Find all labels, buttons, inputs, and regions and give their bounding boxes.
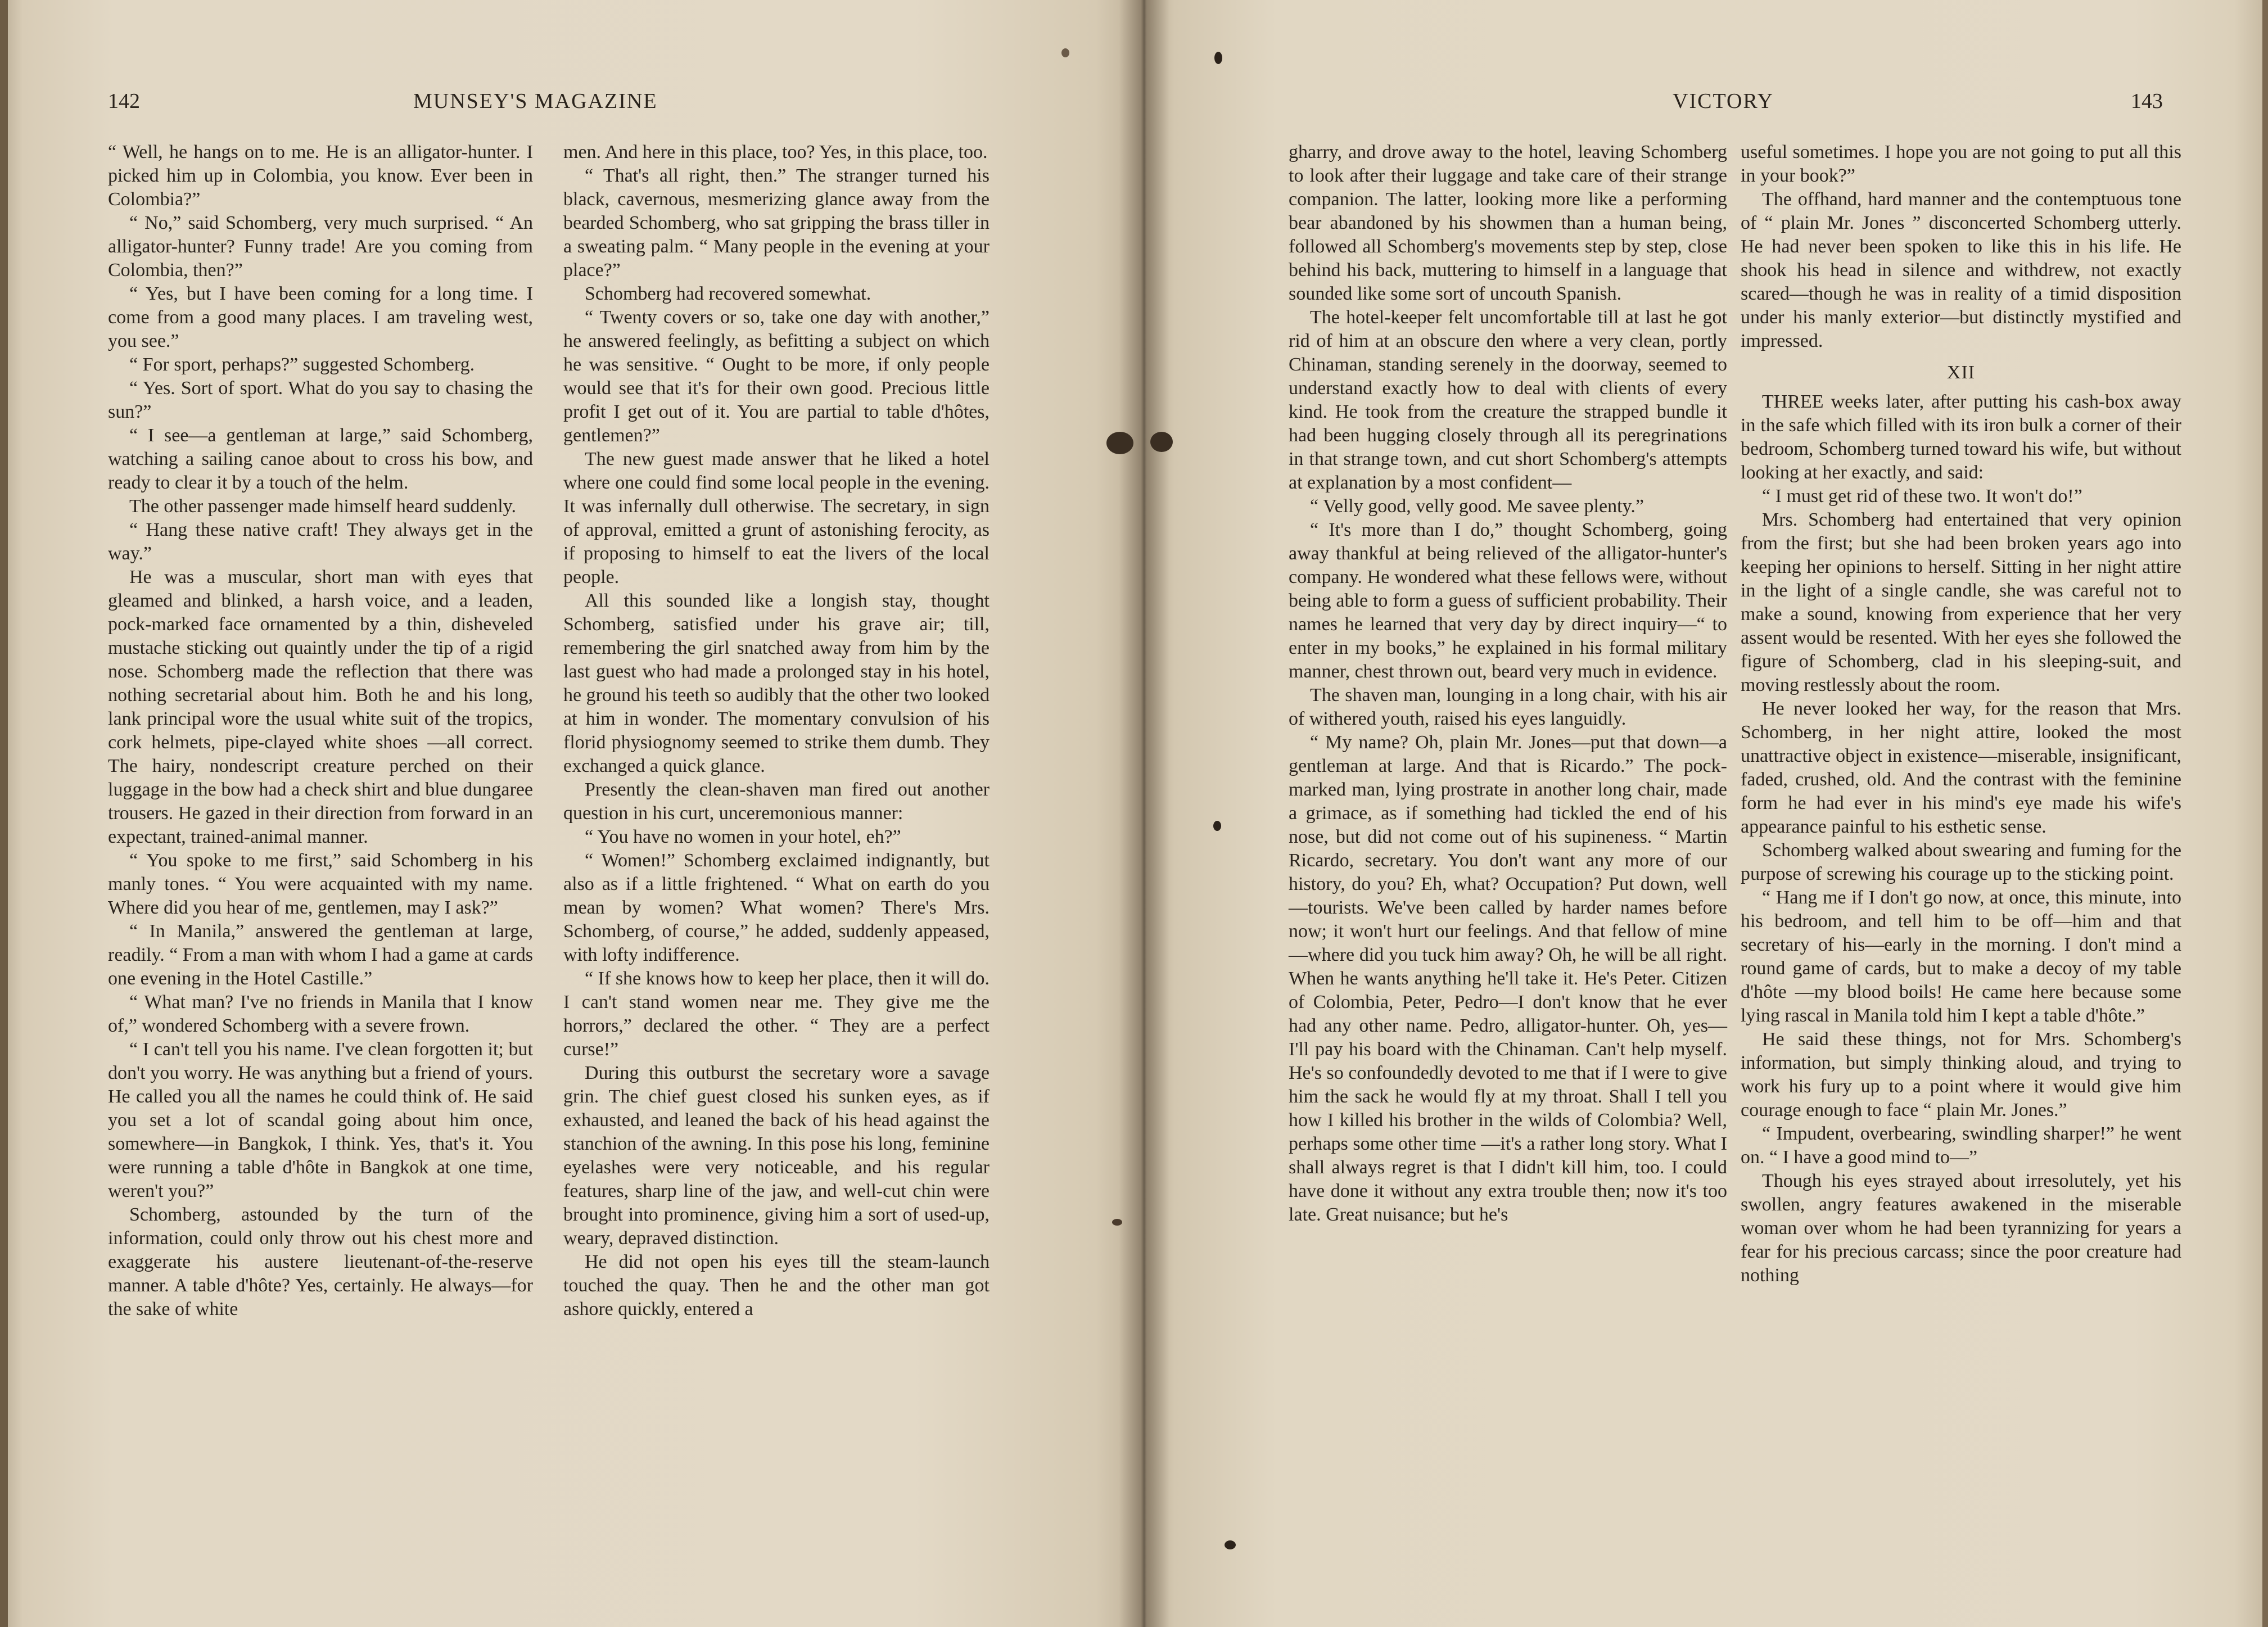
page-edge: [0, 0, 8, 1627]
chapter-heading: XII: [1946, 362, 1976, 383]
paragraph: He never looked her way, for the reason that Mrs. Schomberg, in her night attire, looked the most unattractive object in existence—miserable, insignificant, faded, crushed, old. And the contrast with the feminine form he had ever in his mind's eye made his wife's appearance painful to his esthetic sense.: [1741, 698, 2181, 837]
page-number-right: 143: [2131, 89, 2163, 113]
paragraph: He was a muscular, short man with eyes that gleamed and blinked, a harsh voice, and a leaden, pock-marked face ornamented by a thin, disheveled mustache sticking out quaintly under the tip of a rigid nose. Schomberg made the reflection that there was nothing secretarial about him. Both he and his long, lank principal wore the usual white suit of the tropics, cork helmets, pipe-clayed white shoes —all correct. The hairy, nondescript creature perched on their luggage in the bow had a check shirt and blue dungaree trousers. He gazed in their direction from forward in an expectant, trained-animal manner.: [108, 567, 533, 847]
paragraph: “ Hang these native craft! They always get in the way.”: [108, 519, 533, 564]
paragraph: “ Women!” Schomberg exclaimed indignantly, but also as if a little frightened. “ What on earth do you mean by women? What women? There's Mrs. Schomberg, of course,” he added, suddenly appeased, with lofty indifference.: [563, 850, 990, 965]
running-head-left: MUNSEY'S MAGAZINE: [413, 89, 658, 113]
paragraph: “ For sport, perhaps?” suggested Schomberg.: [129, 354, 475, 375]
paragraph: “ You have no women in your hotel, eh?”: [585, 826, 901, 847]
speck: [1214, 52, 1222, 64]
paragraph: “ In Manila,” answered the gentleman at large, readily. “ From a man with whom I had a game at cards one evening in the Hotel Castille.”: [108, 921, 533, 989]
speck: [1225, 1540, 1236, 1549]
binding-gutter: [1119, 0, 1169, 1627]
paragraph: “ Well, he hangs on to me. He is an alligator-hunter. I picked him up in Colombia, you know. Ever been in Colombia?”: [108, 142, 533, 210]
left-page-column-1: [108, 141, 533, 1321]
paragraph: Mrs. Schomberg had entertained that very opinion from the first; but she had been broken years ago into keeping her opinions to herself. Sitting in her night attire in the light of a single candle, she was careful not to make a sound, knowing from experience that her very assent would be resented. With her eyes she followed the figure of Schomberg, clad in his sleeping-suit, and moving restlessly about the room.: [1741, 509, 2181, 695]
paragraph: “ That's all right, then.” The stranger turned his black, cavernous, mesmerizing glance away from the bearded Schomberg, who sat gripping the brass tiller in a sweating palm. “ Many people in the evening at your place?”: [563, 165, 990, 281]
right-page-column-2: [1741, 141, 2181, 1287]
paragraph: All this sounded like a longish stay, thought Schomberg, satisfied under his grave air; till, remembering the girl snatched away from him by the last guest who had made a prolonged stay in his hotel, he ground his teeth so audibly that the other two looked at him in wonder. The momentary convulsion of his florid physiognomy seemed to strike them dumb. They exchanged a quick glance.: [563, 590, 990, 776]
paragraph: “ What man? I've no friends in Manila that I know of,” wondered Schomberg with a severe frown.: [108, 992, 533, 1036]
paragraph: gharry, and drove away to the hotel, leaving Schomberg to look after their luggage and take care of their strange companion. The latter, looking more like a performing bear abandoned by his showmen than a human being, followed all Schomberg's movements step by step, close behind his back, muttering to himself in a language that sounded like some sort of uncouth Spanish.: [1289, 142, 1727, 304]
paragraph: “ Yes. Sort of sport. What do you say to chasing the sun?”: [108, 378, 533, 422]
paragraph: Though his eyes strayed about irresolutely, yet his swollen, angry features awakened in the miserable woman over whom he had been tyrannizing for years a fear for his precious carcass; since the poor creature had nothing: [1741, 1170, 2181, 1286]
paragraph: men. And here in this place, too? Yes, in this place, too.: [563, 142, 988, 162]
paragraph: “ I see—a gentleman at large,” said Schomberg, watching a sailing canoe about to cross his bow, and ready to clear it by a touch of the helm.: [108, 425, 533, 493]
binding-hole: [1106, 432, 1133, 454]
paragraph: “ Yes, but I have been coming for a long time. I come from a good many places. I am traveling west, you see.”: [108, 283, 533, 351]
right-page-column-1: [1289, 141, 1727, 1227]
paragraph: useful sometimes. I hope you are not going to put all this in your book?”: [1741, 142, 2181, 186]
paragraph: “ Impudent, overbearing, swindling sharper!” he went on. “ I have a good mind to—”: [1741, 1123, 2181, 1168]
speck: [1061, 48, 1069, 57]
paragraph: “ Twenty covers or so, take one day with another,” he answered feelingly, as befitting a subject on which he was sensitive. “ Ought to be more, if only people would see that it's for their own good. Precious little profit I get out of it. You are partial to table d'hôtes, gentlemen?”: [563, 307, 990, 446]
paragraph: He did not open his eyes till the steam-launch touched the quay. Then he and the other man got ashore quickly, entered a: [563, 1251, 990, 1319]
paragraph: “ I must get rid of these two. It won't do!”: [1762, 486, 2082, 507]
binding-hole: [1150, 432, 1173, 452]
paragraph: Schomberg, astounded by the turn of the information, could only throw out his chest more and exaggerate his austere lieutenant-of-the-reserve manner. A table d'hôte? Yes, certainly. He always—for the sake of white: [108, 1204, 533, 1319]
paragraph: He said these things, not for Mrs. Schomberg's information, but simply thinking aloud, and trying to work his fury up to a point where it would give him courage enough to face “ plain Mr. Jones.”: [1741, 1029, 2181, 1120]
speck: [1112, 1219, 1122, 1226]
paragraph: Schomberg had recovered somewhat.: [585, 283, 871, 304]
paragraph: The offhand, hard manner and the contemptuous tone of “ plain Mr. Jones ” disconcerted Schomberg utterly. He had never been spoken to like this in his life. He shook his head in silence and withdrew, not exactly scared—though he was in reality of a timid disposition under his manly exterior—but distinctly mystified and impressed.: [1741, 189, 2181, 351]
speck: [1213, 821, 1221, 831]
paragraph: During this outburst the secretary wore a savage grin. The chief guest closed his sunken eyes, as if exhausted, and leaned the back of his head against the stanchion of the awning. In this pose his long, feminine eyelashes were very noticeable, and his regular features, sharp line of the jaw, and well-cut chin were brought into prominence, giving him a sort of used-up, weary, depraved distinction.: [563, 1063, 990, 1249]
paragraph: “ It's more than I do,” thought Schomberg, going away thankful at being relieved of the alligator-hunter's company. He wondered what these fellows were, without being able to form a guess of sufficient probability. Their names he learned that very day by direct inquiry—“ to enter in my books,” he explained in his formal military manner, chest thrown out, beard very much in evidence.: [1289, 519, 1727, 682]
page-number-left: 142: [108, 89, 140, 113]
paragraph: The shaven man, lounging in a long chair, with his air of withered youth, raised his eyes languidly.: [1289, 685, 1727, 729]
paragraph: The new guest made answer that he liked a hotel where one could find some local people in the evening. It was infernally dull otherwise. The secretary, in sign of approval, emitted a grunt of astonishing ferocity, as if proposing to himself to eat the livers of the local people.: [563, 449, 990, 587]
paragraph: “ Hang me if I don't go now, at once, this minute, into his bedroom, and tell him to be off—him and that secretary of his—early in the morning. I don't mind a round game of cards, but to make a decoy of my table d'hôte —my blood boils! He came here because some lying rascal in Manila told him I kept a table d'hôte.”: [1741, 887, 2181, 1026]
paragraph: “ My name? Oh, plain Mr. Jones—put that down—a gentleman at large. And that is Ricardo.” The pock-marked man, lying prostrate in another long chair, made a grimace, as if something had tickled the end of his nose, but did not come out of his supineness. “ Martin Ricardo, secretary. You don't want any more of our history, do you? Eh, what? Occupation? Put down, well—tourists. We've been called by harder names before now; it won't hurt our feelings. And that fellow of mine—where did you tuck him away? Oh, he will be all right. When he wants anything he'll take it. He's Peter. Citizen of Colombia, Peter, Pedro—I don't know that he ever had any other name. Pedro, alligator-hunter. Oh, yes—I'll pay his board with the Chinaman. Can't help myself. He's so confoundedly devoted to me that if I were to give him the sack he would fly at my throat. Shall I tell you how I killed his brother in the wilds of Colombia? Well, perhaps some other time —it's a rather long story. What I shall always regret is that I didn't kill him, too. I could have done it without any extra trouble then; now it's too late. Great nuisance; but he's: [1289, 732, 1727, 1225]
paragraph: “ If she knows how to keep her place, then it will do. I can't stand women near me. They give me the horrors,” declared the other. “ They are a perfect curse!”: [563, 968, 990, 1060]
paragraph: Presently the clean-shaven man fired out another question in his curt, unceremonious manner:: [563, 779, 990, 824]
paragraph: “ I can't tell you his name. I've clean forgotten it; but don't you worry. He was anything but a friend of yours. He called you all the names he could think of. He said you set a lot of scandal going about him once, somewhere—in Bangkok, I think. Yes, that's it. You were running a table d'hôte in Bangkok at one time, weren't you?”: [108, 1039, 533, 1201]
right-page: [1141, 0, 2268, 1627]
paragraph: THREE weeks later, after putting his cash-box away in the safe which filled with its iron bulk a corner of their bedroom, Schomberg turned toward his wife, but without looking at her exactly, and said:: [1741, 391, 2181, 483]
paragraph: Schomberg walked about swearing and fuming for the purpose of screwing his courage up to the sticking point.: [1741, 840, 2181, 884]
paragraph: “ You spoke to me first,” said Schomberg in his manly tones. “ You were acquainted with my name. Where did you hear of me, gentlemen, may I ask?”: [108, 850, 533, 918]
left-page-column-2: [563, 141, 990, 1321]
paragraph: “ No,” said Schomberg, very much surprised. “ An alligator-hunter? Funny trade! Are you coming from Colombia, then?”: [108, 213, 533, 281]
paragraph: The other passenger made himself heard suddenly.: [129, 496, 516, 517]
running-head-right: VICTORY: [1673, 89, 1774, 113]
paragraph: “ Velly good, velly good. Me savee plenty.”: [1310, 496, 1644, 517]
paragraph: The hotel-keeper felt uncomfortable till at last he got rid of him at an obscure den where a very clean, portly Chinaman, standing serenely in the doorway, seemed to understand exactly how to deal with clients of every kind. He took from the creature the strapped bundle it had been hugging closely through all its peregrinations in that strange town, and cut short Schomberg's attempts at explanation by a most confident—: [1289, 307, 1727, 493]
page-edge: [2262, 0, 2268, 1627]
